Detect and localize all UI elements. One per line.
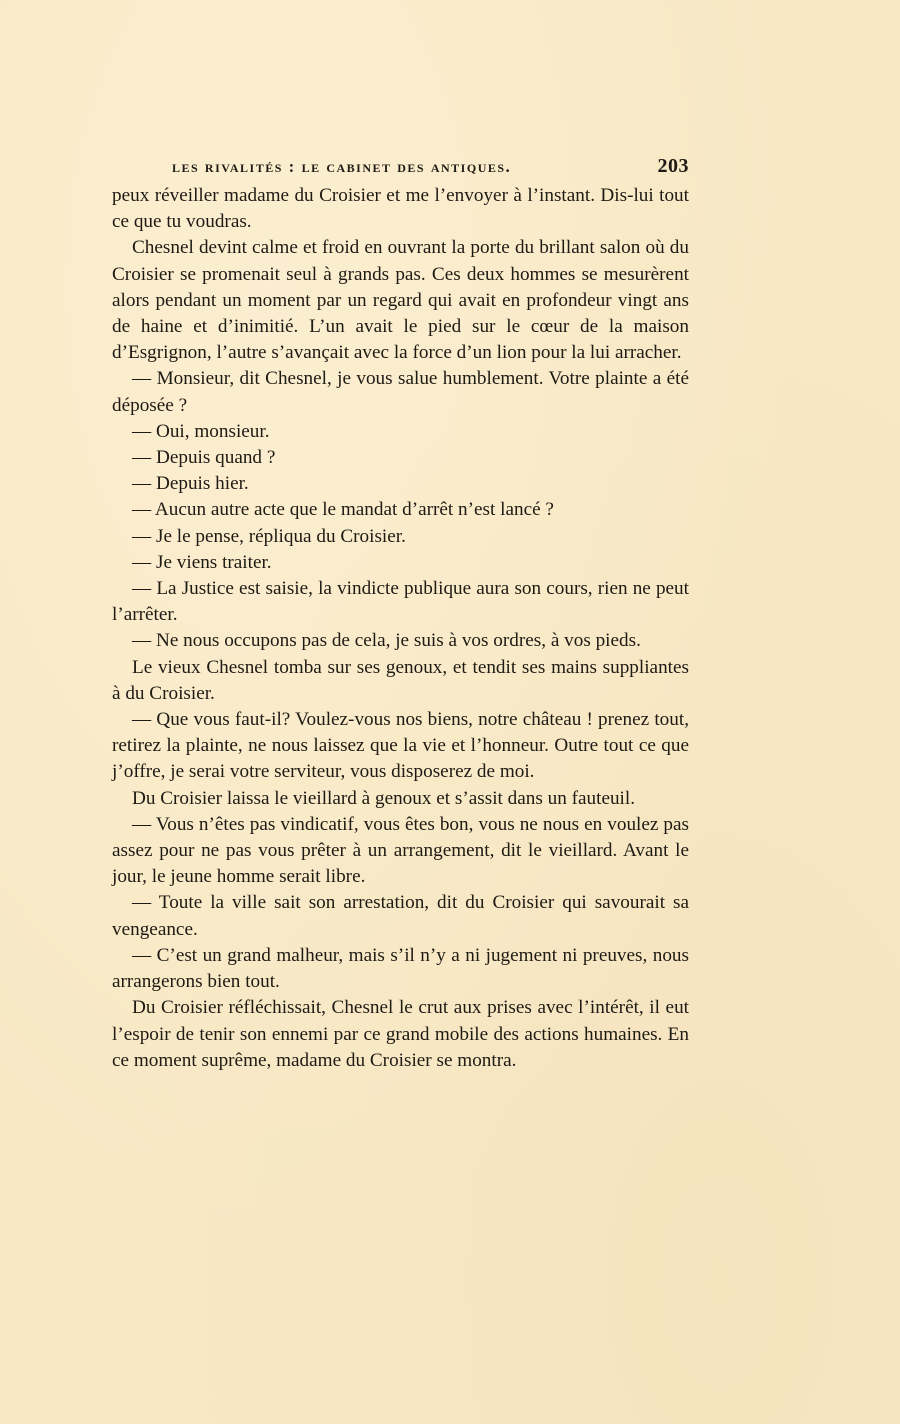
body-text	[112, 183, 689, 1074]
book-page	[112, 155, 689, 1074]
paragraph: Chesnel devint calme et froid en ouvrant la porte du brillant salon où du Croisier se promenait seul à grands pas. Ces deux hommes se mesurèrent alors pendant un moment par un regard qui avait en profondeur vingt ans de haine et d’inimitié. L’un avait le pied sur le cœur de la maison d’Esgrignon, l’autre s’avançait avec la force d’un lion pour la lui arracher.	[112, 237, 689, 364]
dialogue-line: — Ne nous occupons pas de cela, je suis à vos ordres, à vos pieds.	[132, 630, 641, 652]
paragraph: Le vieux Chesnel tomba sur ses genoux, et tendit ses mains suppliantes à du Croisier.	[112, 656, 689, 704]
paragraph: Du Croisier laissa le vieillard à genoux et s’assit dans un fauteuil.	[132, 787, 636, 809]
page-number: 203	[657, 155, 689, 177]
dialogue-line: — C’est un grand malheur, mais s’il n’y a ni jugement ni preuves, nous arrangerons bien tout.	[112, 944, 689, 993]
dialogue-line: — Je viens traiter.	[132, 551, 272, 573]
dialogue-line: — Depuis hier.	[132, 473, 249, 495]
dialogue-line: — Que vous faut-il? Voulez-vous nos biens, notre château ! prenez tout, retirez la plainte, ne nous laissez que la vie et l’honneur. Outre tout ce que j’offre, je serai votre serviteur, vous disposerez de moi.	[112, 709, 689, 783]
dialogue-line: — Je le pense, répliqua du Croisier.	[132, 525, 406, 547]
paragraph: peux réveiller madame du Croisier et me l’envoyer à l’instant. Dis-lui tout ce que tu voudras.	[112, 185, 689, 233]
running-header	[172, 155, 689, 181]
dialogue-line: — La Justice est saisie, la vindicte publique aura son cours, rien ne peut l’arrêter.	[112, 578, 689, 626]
dialogue-line: — Vous n’êtes pas vindicatif, vous êtes bon, vous ne nous en voulez pas assez pour ne pas vous prêter à un arrangement, dit le vieillard. Avant le jour, le jeune homme serait libre.	[112, 813, 689, 888]
dialogue-line: — Oui, monsieur.	[132, 420, 270, 442]
dialogue-line: — Monsieur, dit Chesnel, je vous salue humblement. Votre plainte a été déposée ?	[112, 368, 689, 416]
dialogue-line: — Toute la ville sait son arrestation, dit du Croisier qui savourait sa vengeance.	[112, 892, 689, 940]
dialogue-line: — Depuis quand ?	[132, 447, 276, 469]
dialogue-line: — Aucun autre acte que le mandat d’arrêt n’est lancé ?	[132, 499, 554, 521]
paragraph: Du Croisier réfléchissait, Chesnel le crut aux prises avec l’intérêt, il eut l’espoir de tenir son ennemi par ce grand mobile des actions humaines. En ce moment suprême, madame du Croisier se montra.	[112, 997, 689, 1071]
running-title: les rivalités : le cabinet des antiques.	[172, 157, 512, 176]
